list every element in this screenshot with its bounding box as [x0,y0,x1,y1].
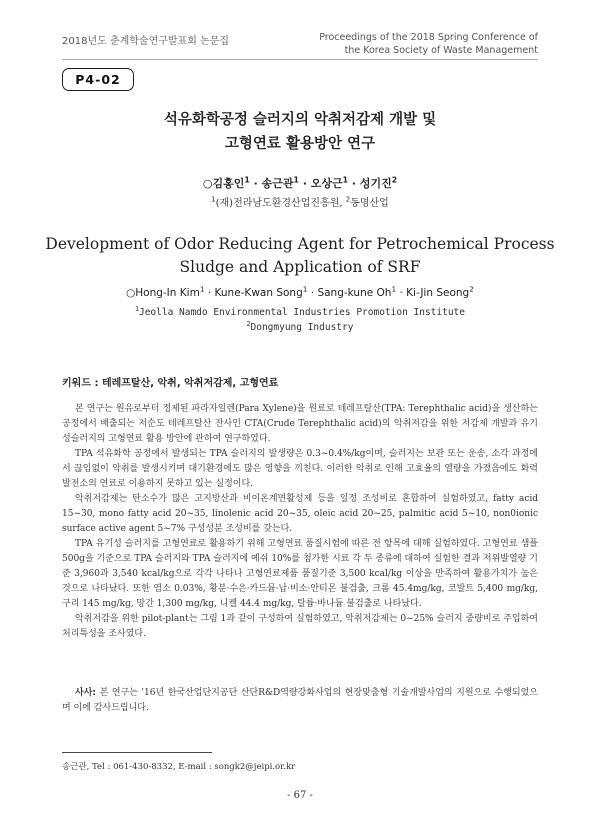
acknowledgment [62,686,538,716]
english-affiliations [0,305,600,335]
affil-sup: 2 [246,319,251,328]
affil-sup: 2 [345,195,351,204]
english-authors: ○Hong-In Kim$^1$ · Kune-Kwan Song$^1$ · Sang-kune $Oh^1 \cdot Ki-Jin$ Seong$^2$ [126,284,474,299]
header-divider [62,59,538,60]
author-affil-sup: 1 [342,175,348,185]
korean-title [0,108,600,156]
author-affil-sup: 1 [302,284,308,294]
author-affil-sup: 2 [391,175,398,185]
author-name: Ki-Jin Seong [406,287,470,299]
korean-title-line1: 석유화학공정 슬러지의 악취저감제 개발 및 [163,112,437,128]
affil-name: Dongmyung Industry [250,322,354,333]
acknowledgment-label: 사사: [75,688,96,698]
english-title-line2: Sludge and Application of SRF [179,258,421,276]
korean-title-line2: 고형연료 활용방안 연구 [224,136,376,152]
author-name: Sang-kune Oh [317,287,392,299]
author-affil-sup: 1 [244,175,250,185]
affil-line [0,320,600,335]
keywords: 키워드 : 테레프탈산, 악취, 악취저감제, 고형연료 [62,378,279,389]
affil-name: 동명산업 [350,198,389,209]
author-name: 오상근 [310,177,343,190]
body-paragraph: 악취저감제는 탄소수가 많은 고지방산과 비이온계면활성제 등을 일정 조성비로 혼합하여 실험하였고, fatty acid 15~30, mono fatty acid 20~35, linolenic acid 20~35, oleic acid 20~25, palmitic acid 5~10, non0ionic surface active agent 5~7% 구성성분 조성비를 갖는다. [62,494,538,534]
affil-sup: 1 [211,195,216,204]
presenter-marker: ○ [126,287,136,299]
author-name: 송근관 [261,177,294,190]
corresponding-author-footnote: 송근관, Tel : 061-430-8332, E-mail : songk2@jeipi.or.kr [62,762,296,772]
author-affil-sup: 1 [391,284,397,294]
korean-authors: ○김홍인$^1$ · 송근관$^1$ · 오상근$^1$ · 성기진$^2$ [202,175,398,190]
body-paragraph: TPA 유기성 슬러지를 고형연료로 활용하기 위해 고형연료 품질시험에 따른 전 항목에 대해 실험하였다. 고형연료 샘플 500g을 기준으로 TPA 슬러지와 TPA 슬러지에 예쉬 10%를 첨가한 시료 각 두 종류에 대하여 실험한 결과 저위발열량 기준 3,960과 3,540 kcal/kg으로 각각 나타나 고형연료제품 품질기준 3,500 kcal/kg 이상을 만족하여 활용가치가 높은 것으로 나타났다. 또한 염소 0.03%, 황분·수은·카드뮴·납·비소·안티몬 불검출, 크롬 45.4mg/kg, 코발트 5,400 mg/kg, 구리 145 mg/kg, 망간 1,300 mg/kg, 니켈 44.4 mg/kg, 탈륨·바나듐 불검출로 나타났다. [62,539,538,609]
running-header-right-line1: Proceedings of the 2018 Spring Conference of [319,32,538,43]
english-title [0,233,600,279]
author-name: Kune-Kwan Song [214,287,303,299]
affil-line [0,305,600,320]
running-header-right [319,31,538,57]
author-name: 성기진 [359,177,392,190]
presenter-marker: ○ [202,177,213,190]
english-title-line1: Development of Odor Reducing Agent for Petrochemical Process [45,235,555,253]
body-paragraph: 악취저감을 위한 pilot-plant는 그림 1과 같이 구성하여 실험하였고, 악취저감제는 0~25% 슬러지 중량비로 주입하여 처리특성을 조사였다. [62,614,538,639]
footnote-divider [62,752,212,753]
affil-sup: 1 [134,304,139,313]
running-header-right-line2: the Korea Society of Waste Management [344,45,538,56]
korean-affiliations [0,194,600,209]
affil-name: (재)전라남도환경산업진흥원, [215,198,343,209]
affil-name: Jeolla Namdo Environmental Industries Promotion Institute [138,307,465,318]
author-name: Hong-In Kim [135,287,200,299]
author-affil-sup: 1 [199,284,205,294]
body-text [62,402,538,642]
page-number: - 67 - [287,790,313,801]
running-header-left: 2018년도 춘계학술연구발표회 논문집 [62,36,230,47]
body-paragraph: TPA 석유화학 공정에서 발생되는 TPA 슬러지의 발생량은 0.3~0.4%/kg이며, 슬러지는 보관 또는 운송, 소각 과정에서 끊임없이 악취를 발생시키며 대기환경에도 많은 영향을 끼친다. 이러한 악취로 인해 고효율의 열량을 가졌음에도 화력발전소의 연료로 이용하지 못하고 있는 실정이다. [62,449,538,489]
body-paragraph: 본 연구는 원유로부터 정제된 파라자일렌(Para Xylene)을 원료로 테레프탈산(TPA: Terephthalic acid)을 생산하는 공정에서 배출되는 저순도 테레프탈산 잔사인 CTA(Crude Terephthalic acid)의 악취저감을 위한 저감제 개발과 유기성슬러지의 고형연료 활용 방안에 관하여 연구하였다. [62,404,538,444]
author-name: 김홍인 [212,177,245,190]
paper-code-badge: P4-02 [62,68,134,91]
author-affil-sup: 2 [469,284,474,294]
author-affil-sup: 1 [293,175,299,185]
acknowledgment-text: 본 연구는 '16년 한국산업단지공단 산단R&D역량강화사업의 현장맞춤형 기술개발사업의 지원으로 수행되었으며 이에 감사드립니다. [62,688,538,713]
